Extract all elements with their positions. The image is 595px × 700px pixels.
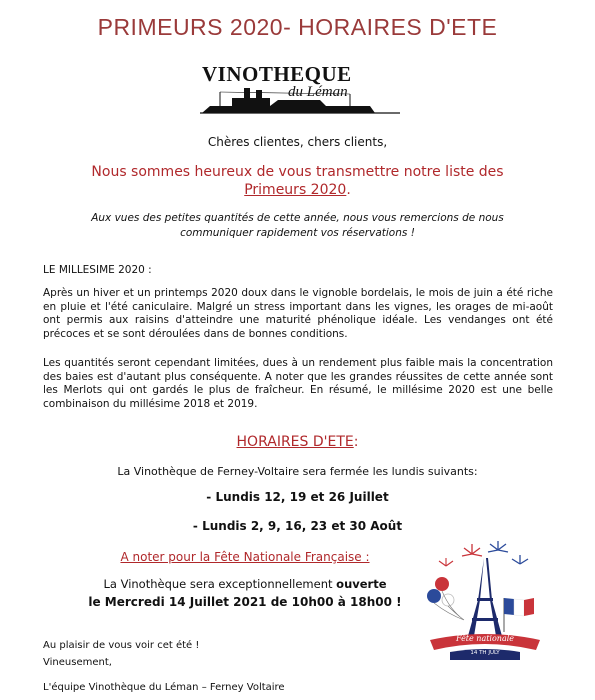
horaires-heading [0,434,595,450]
greeting: Chères clientes, chers clients, [207,135,388,149]
logo-name: VINOTHEQUE [202,62,352,86]
eiffel-tower-icon [420,540,550,665]
intro-text [70,163,525,199]
page-title: PRIMEURS 2020- HORAIRES D'ETE [97,14,498,40]
closing-line-1: Au plaisir de vous voir cet été ! [43,640,200,651]
millesime-paragraph-2: Les quantités seront cependant limitées, dues à un rendement plus faible mais la concentration des baies est d'autant plus conséquente. A noter que les grandes réussites de cette année sont les Merlots qui ont gardés le plus de fraîcheur. En résumé, le millésime 2020 est une belle combinaison du millésime 2018 et 2019. [43,357,553,410]
horaires-title: HORAIRES D'ETE [236,434,354,450]
millesime-paragraph-1: Après un hiver et un printemps 2020 doux dans le vignoble bordelais, le mois de juin a été riche en pluie et l'été caniculaire. Malgré un stress important dans les vignes, les orages de mi-août ont permis aux raisins d'atteindre une maturité phénolique idéale. Les vendanges ont été précoces et se sont déroulées dans de bonnes conditions. [43,287,553,340]
opening-note [60,577,430,591]
intro-line: Nous sommes heureux de vous transmettre notre liste des [91,164,504,180]
opening-note-text: La Vinothèque sera exceptionnellement [103,577,337,591]
badge-date: 14 TH JULY [470,650,500,656]
closure-note: La Vinothèque de Ferney-Voltaire sera fermée les lundis suivants: [117,465,478,478]
opening-note-bold: ouverte [336,577,387,591]
horaires-colon: : [353,434,359,450]
logo-subtitle: du Léman [288,84,348,100]
subintro-text: Aux vues des petites quantités de cette année, nous vous remercions de nous communiquer rapidement vos réservations ! [91,212,504,239]
closed-days-july: - Lundis 12, 19 et 26 Juillet [206,490,389,504]
fete-nationale-badge [420,540,550,665]
opening-hours: le Mercredi 14 Juillet 2021 de 10h00 à 18h00 ! [88,595,402,609]
primeurs-link[interactable]: Primeurs 2020 [244,182,347,198]
millesime-heading: LE MILLESIME 2020 : [43,264,152,276]
steamboat-icon [200,86,400,120]
intro-end: . [346,182,351,198]
closing-line-2: Vineusement, [43,657,112,668]
vinotheque-logo [200,62,400,120]
badge-title: Fête nationale [455,634,515,643]
fete-nationale-heading: A noter pour la Fête Nationale Française : [120,550,370,564]
closed-days-august: - Lundis 2, 9, 16, 23 et 30 Août [192,519,403,533]
signature: L'équipe Vinothèque du Léman – Ferney Voltaire [43,682,285,693]
